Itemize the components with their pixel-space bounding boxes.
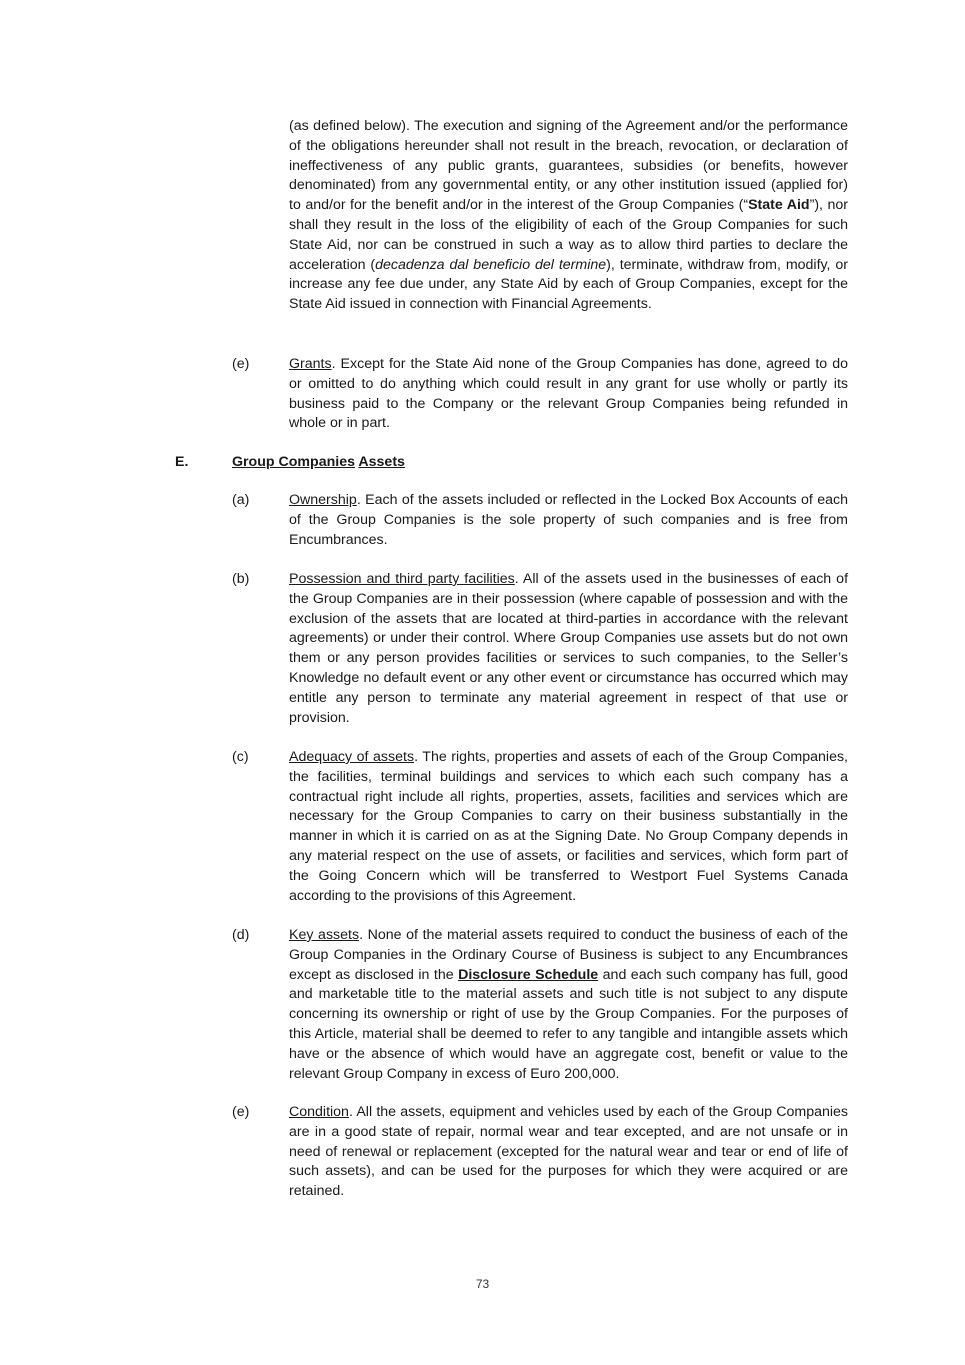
clause-possession <box>289 570 848 728</box>
state-aid-term: State Aid <box>748 197 810 214</box>
section-title <box>232 454 405 470</box>
intro-text-3: ), terminate, withdraw from, modify, or increase any fee due under, any State Aid by each of Group Companies, except for the State Aid issued in connection with Financial Agreements. <box>289 256 849 313</box>
clause-text-condition: . All the assets, equipment and vehicles used by each of the Group Companies are in a good state of repair, normal wear and tear excepted, and are not unsafe or in need of renewal or replacement (excepted for the natural wear and tear or end of life of such assets), and can be used for the purposes for which they were acquired or are retained. <box>289 1104 848 1200</box>
clause-key-assets <box>289 926 848 1084</box>
clause-title-adequacy: Adequacy of assets <box>289 749 415 765</box>
clause-label-ownership: (a) <box>232 492 250 508</box>
clause-grants <box>289 355 848 434</box>
italic-term: decadenza dal beneficio del termine <box>375 256 607 273</box>
clause-ownership <box>289 491 848 550</box>
section-title-part1: Group Companies <box>232 454 355 470</box>
clause-title-ownership: Ownership <box>289 492 357 508</box>
clause-text-ownership: . Each of the assets included or reflected in the Locked Box Accounts of each of the Group Companies is the sole property of such companies and is free from Encumbrances. <box>289 492 848 548</box>
disclosure-schedule-reference: Disclosure Schedule <box>458 966 599 983</box>
clause-title-condition: Condition <box>289 1104 349 1120</box>
intro-paragraph <box>289 117 848 315</box>
clause-label-grants: (e) <box>232 356 250 372</box>
clause-title-key-assets: Key assets <box>289 927 360 943</box>
intro-text-2: ”), nor shall they result in the loss of the eligibility of each of the Group Companies for such State Aid, nor can be construed in such a way as to allow third parties to declare the acceleration ( <box>289 197 848 273</box>
clause-text-key-assets-2: and each such company has full, good and marketable title to the material assets and such title is not subject to any dispute concerning its ownership or right of use by the Group Companies. For the purposes of this Article, material shall be deemed to refer to any tangible and intangible assets which have or the absence of which would have an aggregate cost, benefit or value to the relevant Group Company in excess of Euro 200,000. <box>289 966 849 1082</box>
clause-title-grants: Grants <box>289 356 332 372</box>
clause-text-key-assets-1: . None of the material assets required to conduct the business of each of the Group Companies in the Ordinary Course of Business is subject to any Encumbrances except as disclosed in the <box>289 927 848 983</box>
clause-text-grants: . Except for the State Aid none of the Group Companies has done, agreed to do or omitted to do anything which could result in any grant for use wholly or partly its business paid to the Company or the relevant Group Companies being refunded in whole or in part. <box>289 356 848 432</box>
clause-label-key-assets: (d) <box>232 927 250 943</box>
clause-label-condition: (e) <box>232 1104 250 1120</box>
section-title-part2: Assets <box>358 454 405 470</box>
clause-condition <box>289 1103 848 1202</box>
clause-label-possession: (b) <box>232 571 250 587</box>
clause-title-possession: Possession and third party facilities <box>289 571 515 587</box>
page-number: 73 <box>475 1277 490 1291</box>
clause-text-possession: . All of the assets used in the businesses of each of the Group Companies are in their possession (where capable of possession and with the exclusion of the assets that are located at third-parties in accordance with the relevant agreements) or under their control. Where Group Companies use assets but do not own them or any person provides facilities or services to such companies, to the Seller’s Knowledge no default event or any other event or circumstance has occurred which may entitle any person to terminate any material agreement in respect of that use or provision. <box>289 571 849 726</box>
clause-text-adequacy: . The rights, properties and assets of each of the Group Companies, the facilities, terminal buildings and services to which each such company has a contractual right include all rights, properties, assets, facilities and services which are necessary for the Group Companies to carry on their business substantially in the manner in which it is carried on as at the Signing Date. No Group Company depends in any material respect on the use of assets, or facilities and services, which form part of the Going Concern which will be transferred to Westport Fuel Systems Canada according to the provisions of this Agreement. <box>289 749 848 904</box>
section-letter: E. <box>175 454 189 470</box>
clause-adequacy <box>289 748 848 906</box>
clause-label-adequacy: (c) <box>232 749 249 765</box>
intro-text-1: (as defined below). The execution and signing of the Agreement and/or the performance of the obligations hereunder shall not result in the breach, revocation, or declaration of ineffectiveness of any public grants, guarantees, subsidies (or benefits, however denominated) from any governmental entity, or any other institution issued (applied for) to and/or for the benefit and/or in the interest of the Group Companies (“ <box>289 118 848 214</box>
